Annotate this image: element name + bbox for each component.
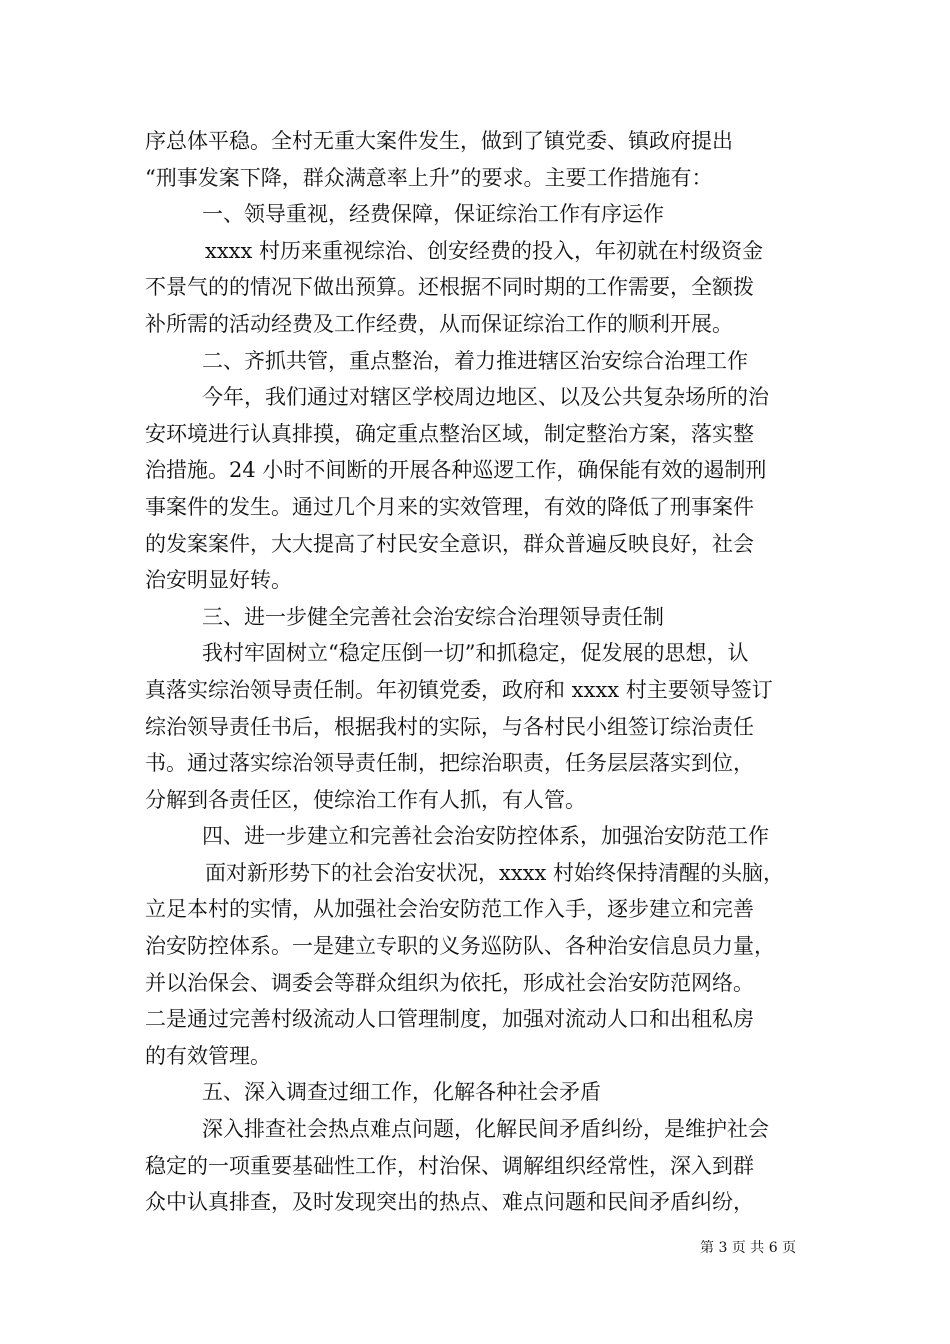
text-line: “刑事发案下降，群众满意率上升”的要求。主要工作措施有：	[145, 165, 713, 190]
section-heading-3: 三、进一步健全完善社会治安综合治理领导责任制	[202, 604, 664, 629]
text-line: 立足本村的实情，从加强社会治安防范工作入手，逐步建立和完善	[145, 897, 754, 922]
text-line: 的有效管理。	[145, 1043, 271, 1068]
text-line: 安环境进行认真排摸，确定重点整治区域，制定整治方案，落实整	[145, 421, 754, 446]
text-line: 书。通过落实综治领导责任制，把综治职责，任务层层落实到位，	[145, 751, 754, 776]
text-line: 序总体平稳。全村无重大案件发生，做到了镇党委、镇政府提出	[145, 129, 733, 153]
text-line: 面对新形势下的社会治安状况，xxxx 村始终保持清醒的头脑，	[205, 860, 785, 885]
text-line: xxxx 村历来重视综治、创安经费的投入，年初就在村级资金	[205, 238, 764, 263]
text-line: 并以治保会、调委会等群众组织为依托，形成社会治安防范网络。	[145, 970, 754, 995]
text-line: 治安明显好转。	[145, 568, 292, 593]
text-line: 补所需的活动经费及工作经费，从而保证综治工作的顺利开展。	[145, 311, 733, 336]
section-heading-2: 二、齐抓共管，重点整治，着力推进辖区治安综合治理工作	[202, 348, 748, 373]
text-line: 我村牢固树立“稳定压倒一切”和抓稳定，促发展的思想，认	[202, 641, 749, 666]
text-line: 治安防控体系。一是建立专职的义务巡防队、各种治安信息员力量，	[145, 934, 775, 959]
text-line: 深入排查社会热点难点问题，化解民间矛盾纠纷，是维护社会	[202, 1117, 769, 1142]
text-line: 事案件的发生。通过几个月来的实效管理，有效的降低了刑事案件	[145, 494, 754, 519]
section-heading-5: 五、深入调查过细工作，化解各种社会矛盾	[202, 1080, 601, 1105]
page-number: 第 3 页 共 6 页	[700, 1240, 797, 1256]
text-line: 众中认真排查，及时发现突出的热点、难点问题和民间矛盾纠纷，	[145, 1190, 754, 1215]
text-line: 治措施。24 小时不间断的开展各种巡逻工作，确保能有效的遏制刑	[145, 458, 767, 483]
section-heading-4: 四、进一步建立和完善社会治安防控体系，加强治安防范工作	[202, 824, 769, 849]
text-line: 稳定的一项重要基础性工作，村治保、调解组织经常性，深入到群	[145, 1153, 754, 1178]
text-line: 今年，我们通过对辖区学校周边地区、以及公共复杂场所的治	[202, 385, 769, 410]
text-line: 真落实综治领导责任制。年初镇党委，政府和 xxxx 村主要领导签订	[145, 677, 773, 702]
text-line: 综治领导责任书后，根据我村的实际，与各村民小组签订综治责任	[145, 714, 754, 739]
text-line: 分解到各责任区，使综治工作有人抓，有人管。	[145, 787, 586, 812]
text-line: 的发案案件，大大提高了村民安全意识，群众普遍反映良好，社会	[145, 531, 754, 556]
text-line: 不景气的的情况下做出预算。还根据不同时期的工作需要，全额拨	[145, 275, 754, 300]
body-text	[145, 123, 815, 1221]
section-heading-1: 一、领导重视，经费保障，保证综治工作有序运作	[202, 202, 664, 227]
text-line: 二是通过完善村级流动人口管理制度，加强对流动人口和出租私房	[145, 1007, 754, 1032]
